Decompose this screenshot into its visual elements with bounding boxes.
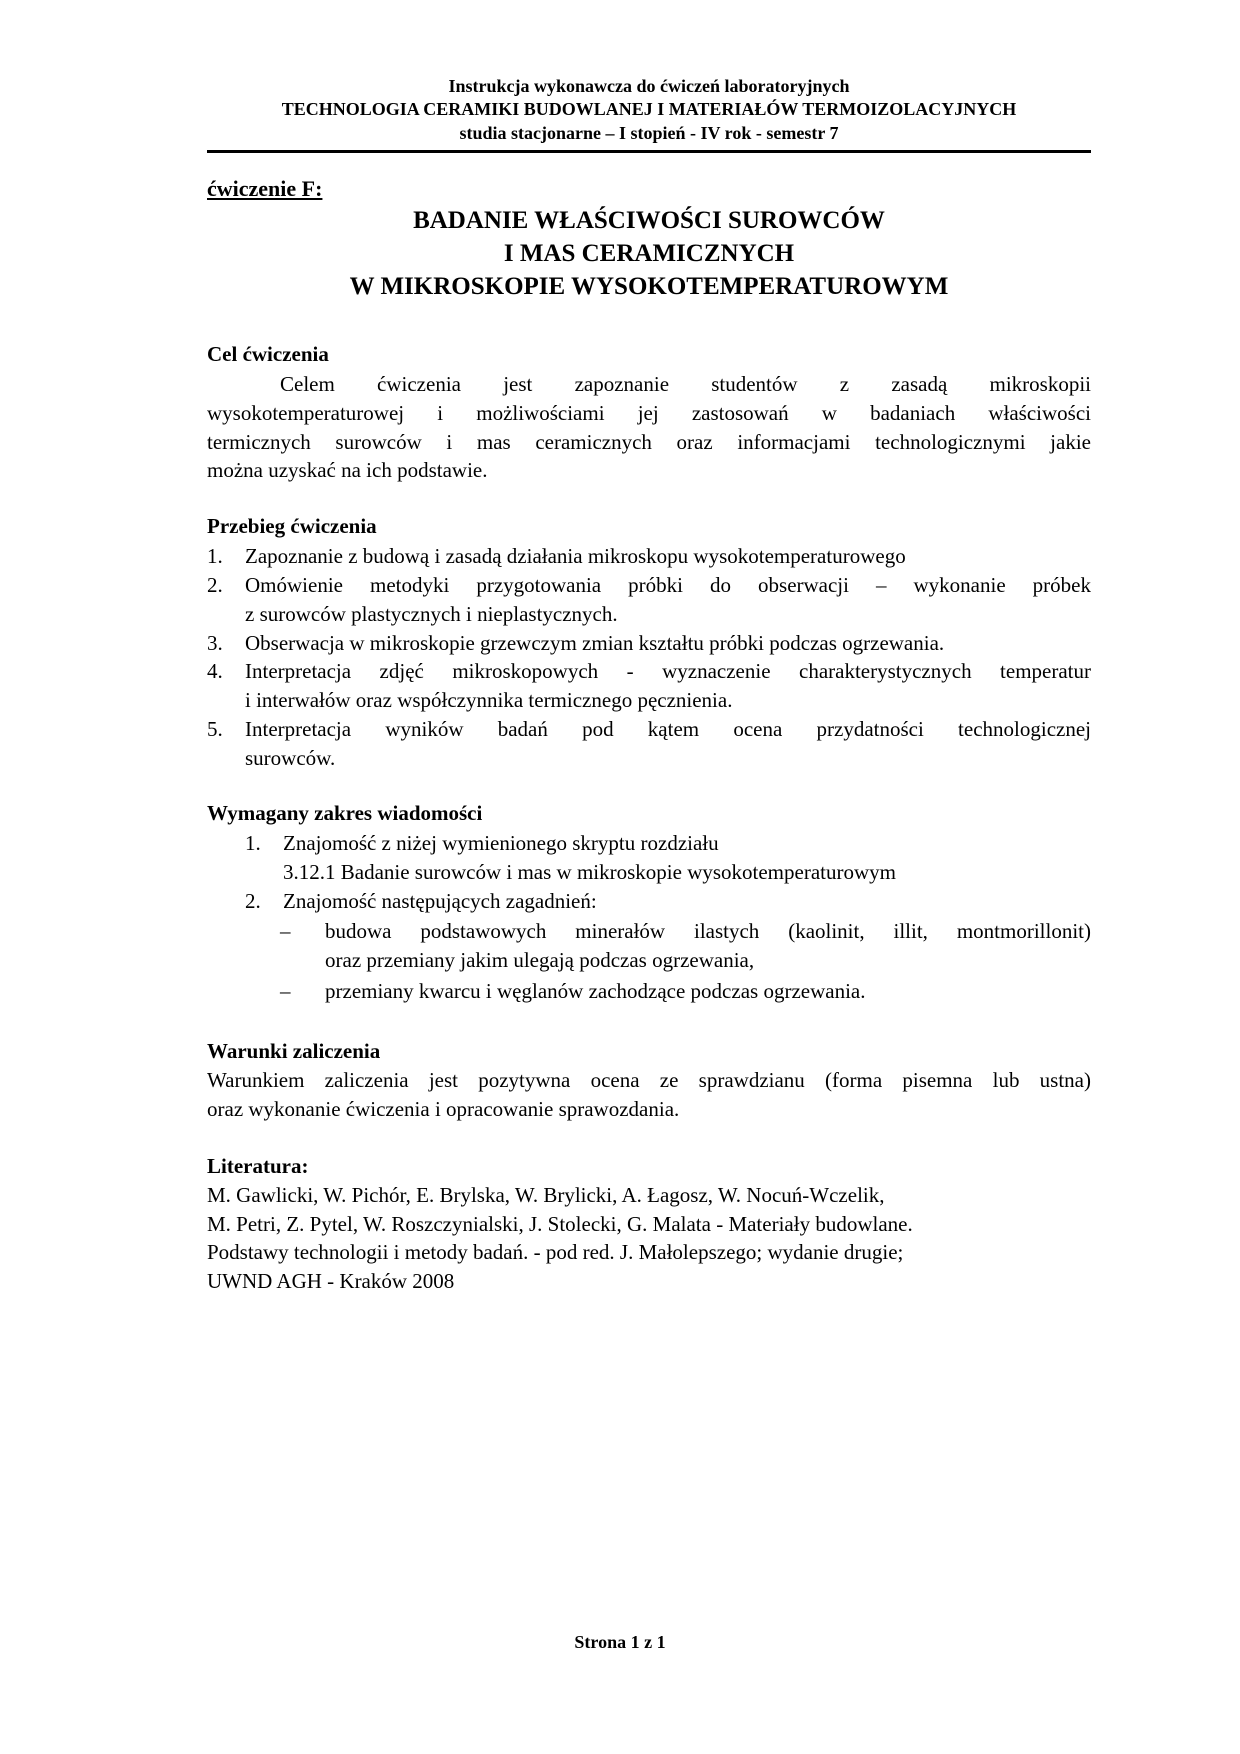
item-number: 1. bbox=[245, 831, 261, 855]
conditions-heading: Warunki zaliczenia bbox=[207, 1039, 381, 1063]
literature-line: M. Petri, Z. Pytel, W. Roszczynialski, J. Stolecki, G. Malata - Materiały budowlane. bbox=[207, 1212, 913, 1236]
item-text: Omówienie metodyki przygotowania próbki do obserwacji – wykonanie próbek bbox=[245, 573, 1091, 597]
item-text-cont: oraz przemiany jakim ulegają podczas ogrzewania, bbox=[325, 948, 755, 972]
header-line-3: studia stacjonarne – I stopień - IV rok - semestr 7 bbox=[459, 123, 839, 143]
literature-line: M. Gawlicki, W. Pichór, E. Brylska, W. Brylicki, A. Łagosz, W. Nocuń-Wczelik, bbox=[207, 1183, 885, 1207]
header-course-title: TECHNOLOGIA CERAMIKI BUDOWLANEJ I MATERIAŁÓW TERMOIZOLACYJNYCH bbox=[281, 99, 1017, 119]
item-text: Zapoznanie z budową i zasadą działania mikroskopu wysokotemperaturowego bbox=[245, 544, 906, 568]
item-text: Interpretacja zdjęć mikroskopowych - wyznaczenie charakterystycznych temperatur bbox=[245, 659, 1091, 683]
title-line: I MAS CERAMICZNYCH bbox=[503, 240, 795, 267]
item-text: Znajomość z niżej wymienionego skryptu rozdziału bbox=[283, 831, 719, 855]
goal-line: termicznych surowców i mas ceramicznych oraz informacjami technologicznymi jakie bbox=[207, 430, 1091, 454]
literature-heading: Literatura: bbox=[207, 1154, 309, 1178]
knowledge-heading: Wymagany zakres wiadomości bbox=[207, 801, 483, 825]
conditions-line: Warunkiem zaliczenia jest pozytywna ocena ze sprawdzianu (forma pisemna lub ustna) bbox=[207, 1068, 1091, 1092]
goal-line: można uzyskać na ich podstawie. bbox=[207, 458, 488, 482]
item-number: 1. bbox=[207, 544, 223, 568]
literature-line: Podstawy technologii i metody badań. - pod red. J. Małolepszego; wydanie drugie; bbox=[207, 1240, 904, 1264]
goal-line: wysokotemperaturowej i możliwościami jej zastosowań w badaniach właściwości bbox=[207, 401, 1091, 425]
title-line: BADANIE WŁAŚCIWOŚCI SUROWCÓW bbox=[413, 207, 885, 234]
item-text: przemiany kwarcu i węglanów zachodzące podczas ogrzewania. bbox=[325, 979, 866, 1003]
procedure-heading: Przebieg ćwiczenia bbox=[207, 514, 377, 538]
item-text: Obserwacja w mikroskopie grzewczym zmian kształtu próbki podczas ogrzewania. bbox=[245, 631, 945, 655]
item-text-cont: i interwałów oraz współczynnika termicznego pęcznienia. bbox=[245, 688, 733, 712]
dash-bullet: – bbox=[280, 979, 291, 1003]
item-text-cont: surowców. bbox=[245, 746, 336, 770]
item-text: Znajomość następujących zagadnień: bbox=[283, 889, 597, 913]
goal-line: Celem ćwiczenia jest zapoznanie studentów z zasadą mikroskopii bbox=[280, 372, 1091, 396]
title-line: W MIKROSKOPIE WYSOKOTEMPERATUROWYM bbox=[349, 273, 949, 300]
item-number: 2. bbox=[245, 889, 261, 913]
literature-line: UWND AGH - Kraków 2008 bbox=[207, 1269, 455, 1293]
exercise-label: ćwiczenie F: bbox=[207, 176, 323, 201]
page-number: Strona 1 z 1 bbox=[574, 1632, 666, 1652]
item-number: 5. bbox=[207, 717, 223, 741]
item-text: budowa podstawowych minerałów ilastych (kaolinit, illit, montmorillonit) bbox=[325, 919, 1091, 943]
item-number: 4. bbox=[207, 659, 223, 683]
item-number: 3. bbox=[207, 631, 223, 655]
header-rule bbox=[207, 150, 1091, 153]
item-text-cont: 3.12.1 Badanie surowców i mas w mikroskopie wysokotemperaturowym bbox=[283, 860, 896, 884]
item-number: 2. bbox=[207, 573, 223, 597]
goal-heading: Cel ćwiczenia bbox=[207, 342, 329, 366]
conditions-line: oraz wykonanie ćwiczenia i opracowanie sprawozdania. bbox=[207, 1097, 680, 1121]
dash-bullet: – bbox=[280, 919, 291, 943]
item-text-cont: z surowców plastycznych i nieplastycznych. bbox=[245, 602, 618, 626]
item-text: Interpretacja wyników badań pod kątem ocena przydatności technologicznej bbox=[245, 717, 1091, 741]
header-line-1: Instrukcja wykonawcza do ćwiczeń laboratoryjnych bbox=[448, 76, 850, 96]
document-title bbox=[207, 204, 1091, 303]
